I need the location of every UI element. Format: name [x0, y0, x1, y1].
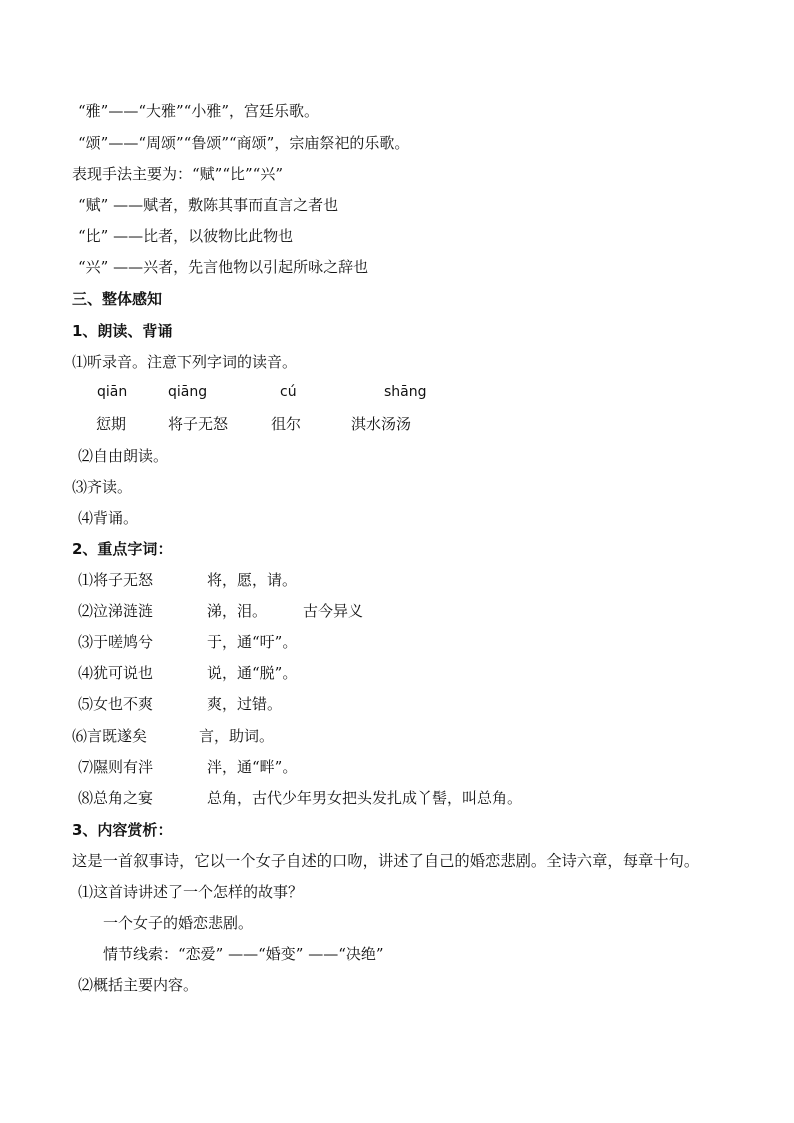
vocab-term: ⑶于嗟鸠兮 [78, 633, 154, 651]
word-4: 淇水汤汤 [351, 415, 412, 433]
vocab-note: 涕，泪。 [207, 602, 268, 620]
part1-step1: ⑴听录音。注意下列字词的读音。 [72, 353, 298, 371]
section-title-overall: 三、整体感知 [72, 290, 163, 308]
part3-title: 3、内容赏析： [72, 821, 173, 839]
intro-line-song: “颂”——“周颂”“鲁颂”“商颂”，宗庙祭祀的乐歌。 [78, 134, 410, 152]
vocab-term: ⑺隰则有泮 [78, 758, 154, 776]
vocab-note: 说，通“脱”。 [207, 664, 298, 682]
vocab-note: 于，通“吁”。 [207, 633, 298, 651]
intro-line-techniques: 表现手法主要为：“赋”“比”“兴” [72, 165, 284, 183]
part3-question-1: ⑴这首诗讲述了一个怎样的故事？ [78, 883, 304, 901]
vocab-note: 泮，通“畔”。 [207, 758, 298, 776]
part2-title: 2、重点字词： [72, 540, 173, 558]
intro-line-ya: “雅”——“大雅”“小雅”，宫廷乐歌。 [78, 102, 320, 120]
vocab-note: 言，助词。 [199, 727, 275, 745]
vocab-term: ⑸女也不爽 [78, 695, 154, 713]
vocab-term: ⑷犹可说也 [78, 664, 154, 682]
pinyin-1: qiān [97, 384, 128, 400]
pinyin-4: shāng [384, 384, 427, 400]
vocab-note: 爽，过错。 [207, 695, 283, 713]
vocab-term: ⑹言既遂矣 [72, 727, 148, 745]
vocab-term: ⑵泣涕涟涟 [78, 602, 154, 620]
part1-step3: ⑶齐读。 [72, 478, 133, 496]
vocab-extra-note: 古今异义 [303, 602, 364, 620]
word-2: 将子无怒 [168, 415, 229, 433]
plot-clue: 情节线索：“恋爱” ——“婚变” ——“决绝” [103, 945, 384, 963]
intro-line-bi: “比” ——比者，以彼物比此物也 [78, 227, 294, 245]
part3-summary: 这是一首叙事诗，它以一个女子自述的口吻，讲述了自己的婚恋悲剧。全诗六章，每章十句。 [72, 852, 700, 870]
part3-answer-1: 一个女子的婚恋悲剧。 [103, 914, 254, 932]
vocab-note: 将，愿，请。 [207, 571, 298, 589]
intro-line-xing: “兴” ——兴者，先言他物以引起所咏之辞也 [78, 258, 369, 276]
part1-step4: ⑷背诵。 [78, 509, 139, 527]
word-3: 徂尔 [271, 415, 302, 433]
pinyin-2: qiāng [168, 384, 208, 400]
vocab-note: 总角，古代少年男女把头发扎成丫髻，叫总角。 [207, 789, 523, 807]
vocab-term: ⑻总角之宴 [78, 789, 154, 807]
word-1: 愆期 [96, 415, 127, 433]
pinyin-3: cú [280, 384, 297, 400]
part1-step2: ⑵自由朗读。 [78, 447, 169, 465]
part3-question-2: ⑵概括主要内容。 [78, 976, 199, 994]
intro-line-fu: “赋” ——赋者，敷陈其事而直言之者也 [78, 196, 339, 214]
part1-title: 1、朗读、背诵 [72, 322, 173, 340]
vocab-term: ⑴将子无怒 [78, 571, 154, 589]
